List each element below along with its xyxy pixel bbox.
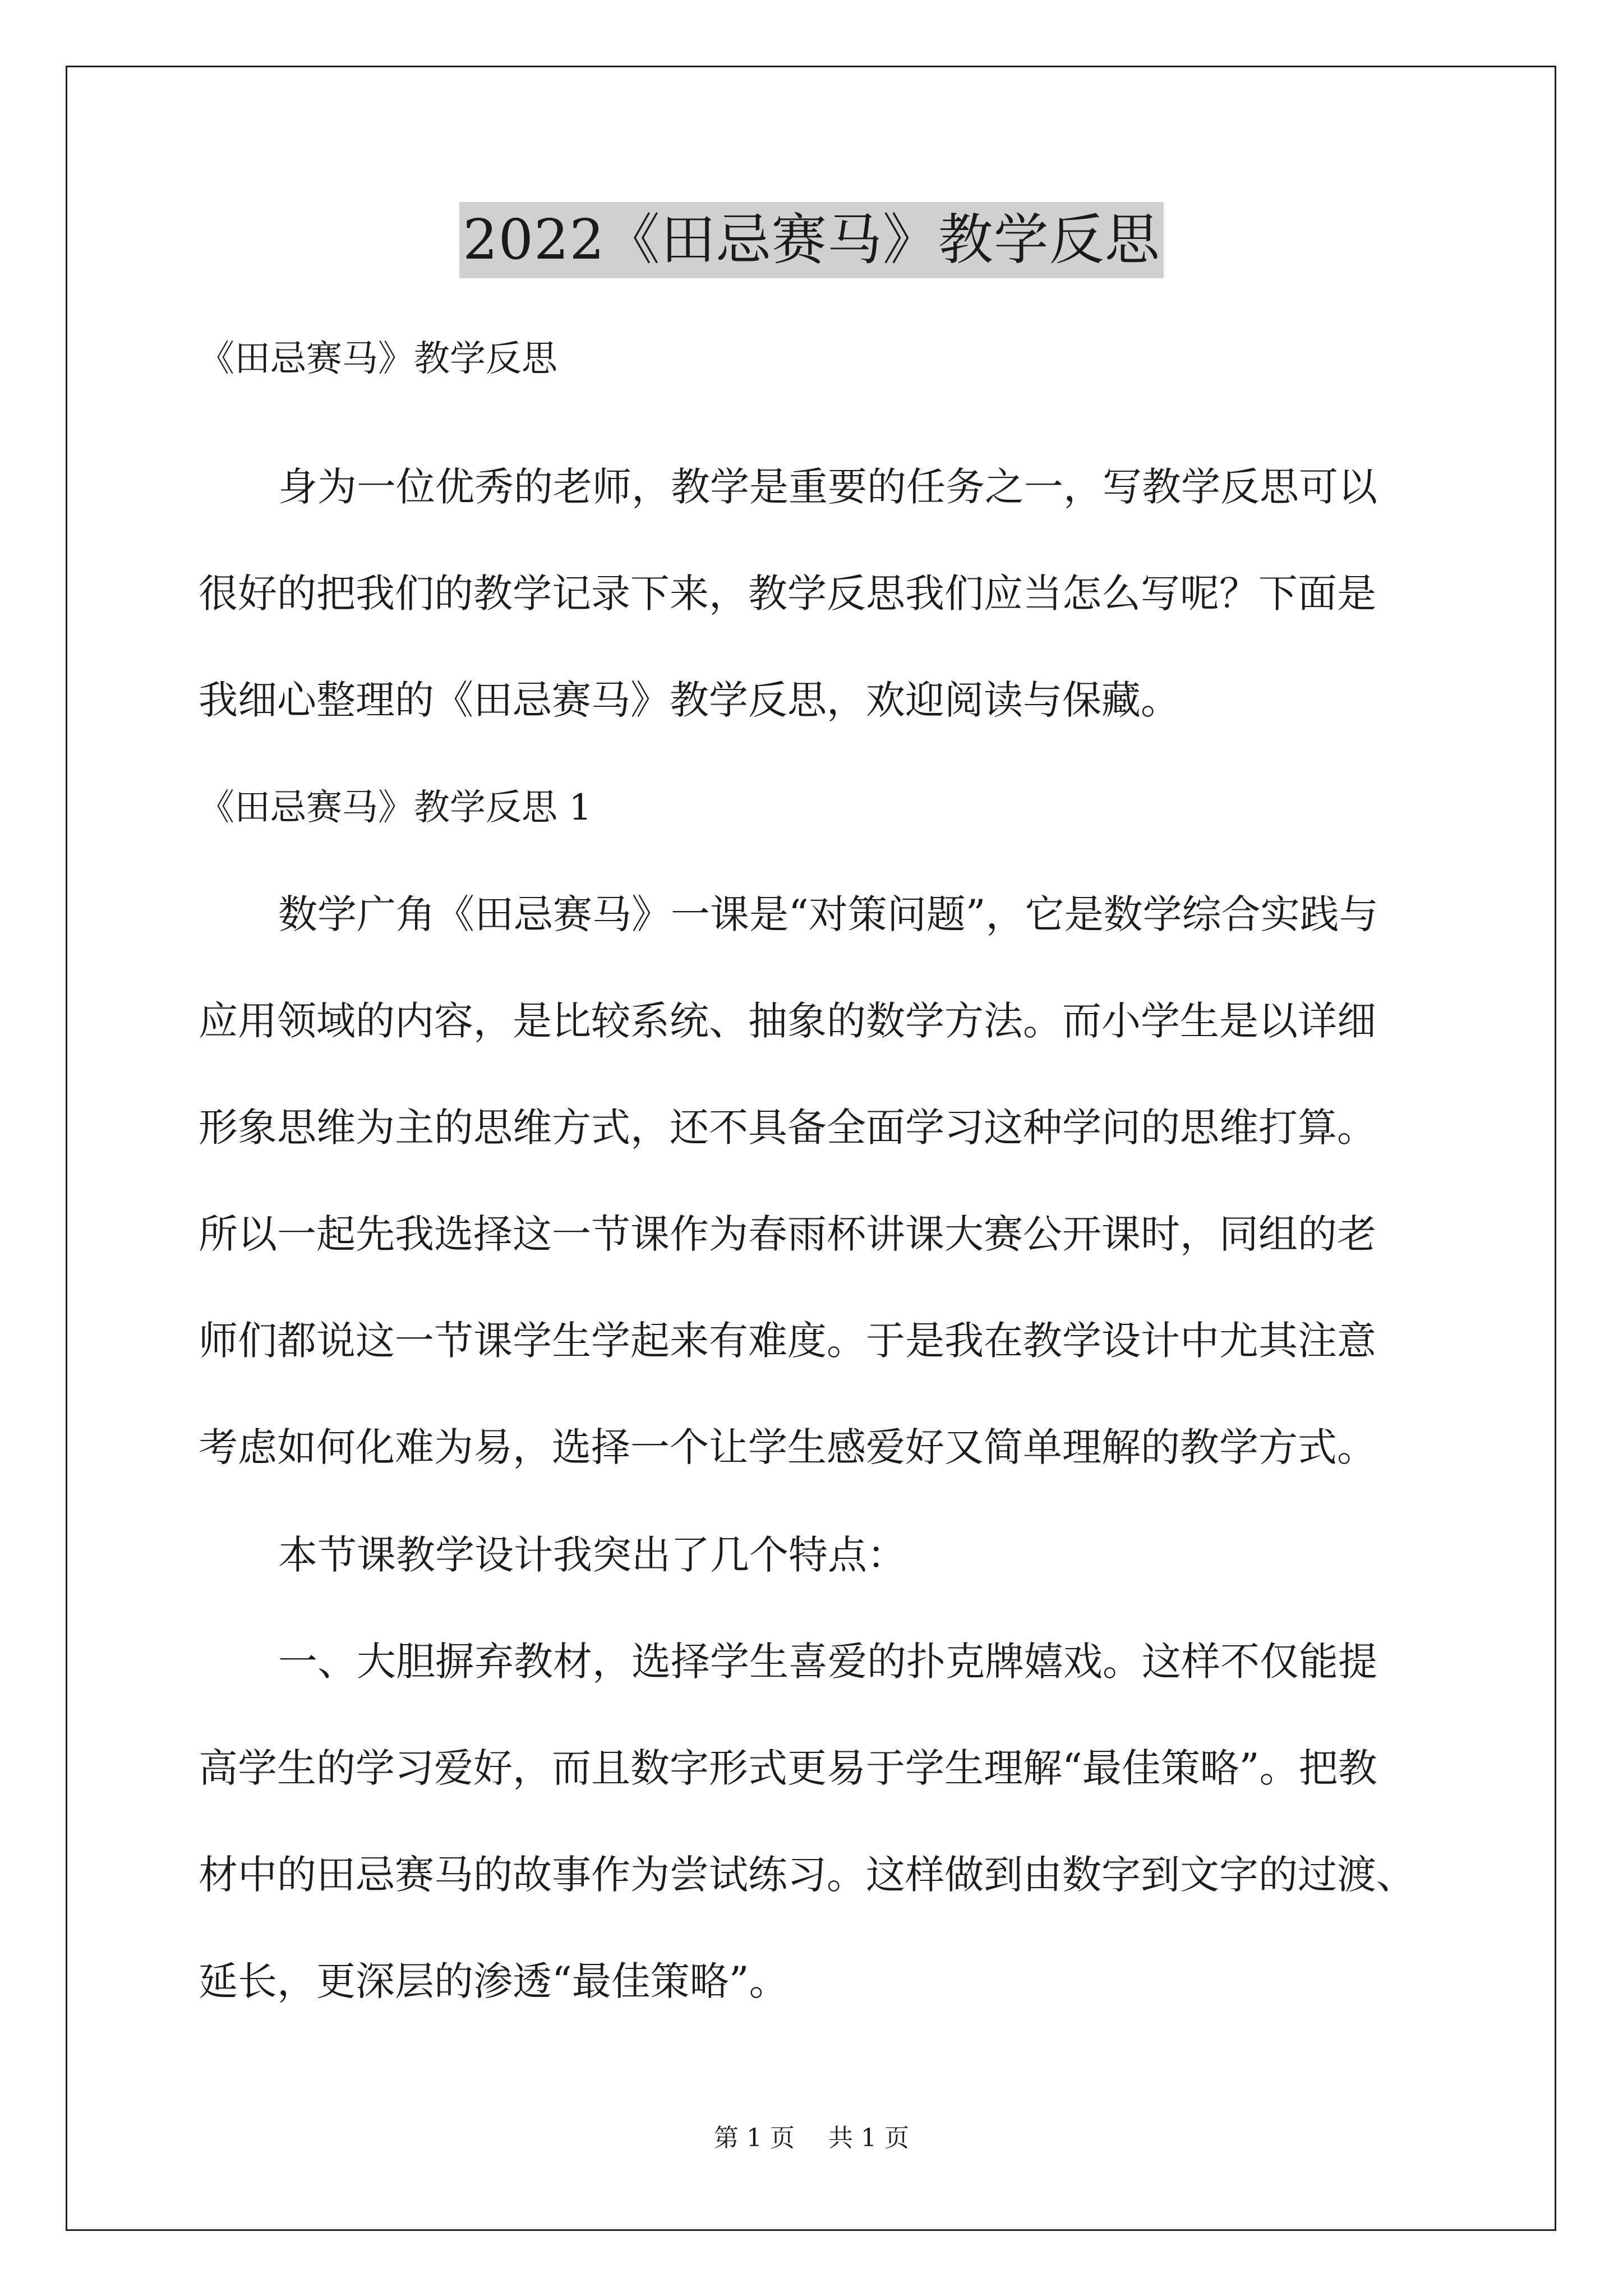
paragraph-line: 高学生的学习爱好，而且数字形式更易于学生理解“最佳策略”。把教 xyxy=(199,1745,1377,1791)
page-number: 第 1 页 xyxy=(714,2124,795,2152)
page-footer xyxy=(0,2122,1623,2155)
paragraph-line: 延长，更深层的渗透“最佳策略”。 xyxy=(199,1958,789,2004)
paragraph-line: 本节课教学设计我突出了几个特点： xyxy=(278,1532,906,1578)
section-heading: 《田忌赛马》教学反思 1 xyxy=(199,787,592,829)
title-container xyxy=(0,202,1623,278)
intro-line: 身为一位优秀的老师，教学是重要的任务之一，写教学反思可以 xyxy=(278,464,1377,510)
paragraph-line: 应用领域的内容，是比较系统、抽象的数学方法。而小学生是以详细 xyxy=(199,998,1376,1044)
subtitle: 《田忌赛马》教学反思 xyxy=(199,338,557,380)
document-title: 2022《田忌赛马》教学反思 xyxy=(459,202,1163,278)
paragraph-line: 考虑如何化难为易，选择一个让学生感爱好又简单理解的教学方式。 xyxy=(199,1424,1376,1470)
paragraph-line: 材中的田忌赛马的故事作为尝试练习。这样做到由数字到文字的过渡、 xyxy=(199,1852,1415,1898)
paragraph-line: 数学广角《田忌赛马》一课是“对策问题”，它是数学综合实践与 xyxy=(278,891,1378,937)
intro-line: 很好的把我们的教学记录下来，教学反思我们应当怎么写呢？下面是 xyxy=(199,570,1376,616)
page-total: 共 1 页 xyxy=(828,2124,909,2152)
paragraph-line: 所以一起先我选择这一节课作为春雨杯讲课大赛公开课时，同组的老 xyxy=(199,1211,1376,1257)
paragraph-line: 师们都说这一节课学生学起来有难度。于是我在教学设计中尤其注意 xyxy=(199,1318,1376,1364)
intro-line: 我细心整理的《田忌赛马》教学反思，欢迎阅读与保藏。 xyxy=(199,677,1180,723)
paragraph-line: 形象思维为主的思维方式，还不具备全面学习这种学问的思维打算。 xyxy=(199,1105,1376,1151)
paragraph-line: 一、大胆摒弃教材，选择学生喜爱的扑克牌嬉戏。这样不仅能提 xyxy=(278,1639,1377,1685)
